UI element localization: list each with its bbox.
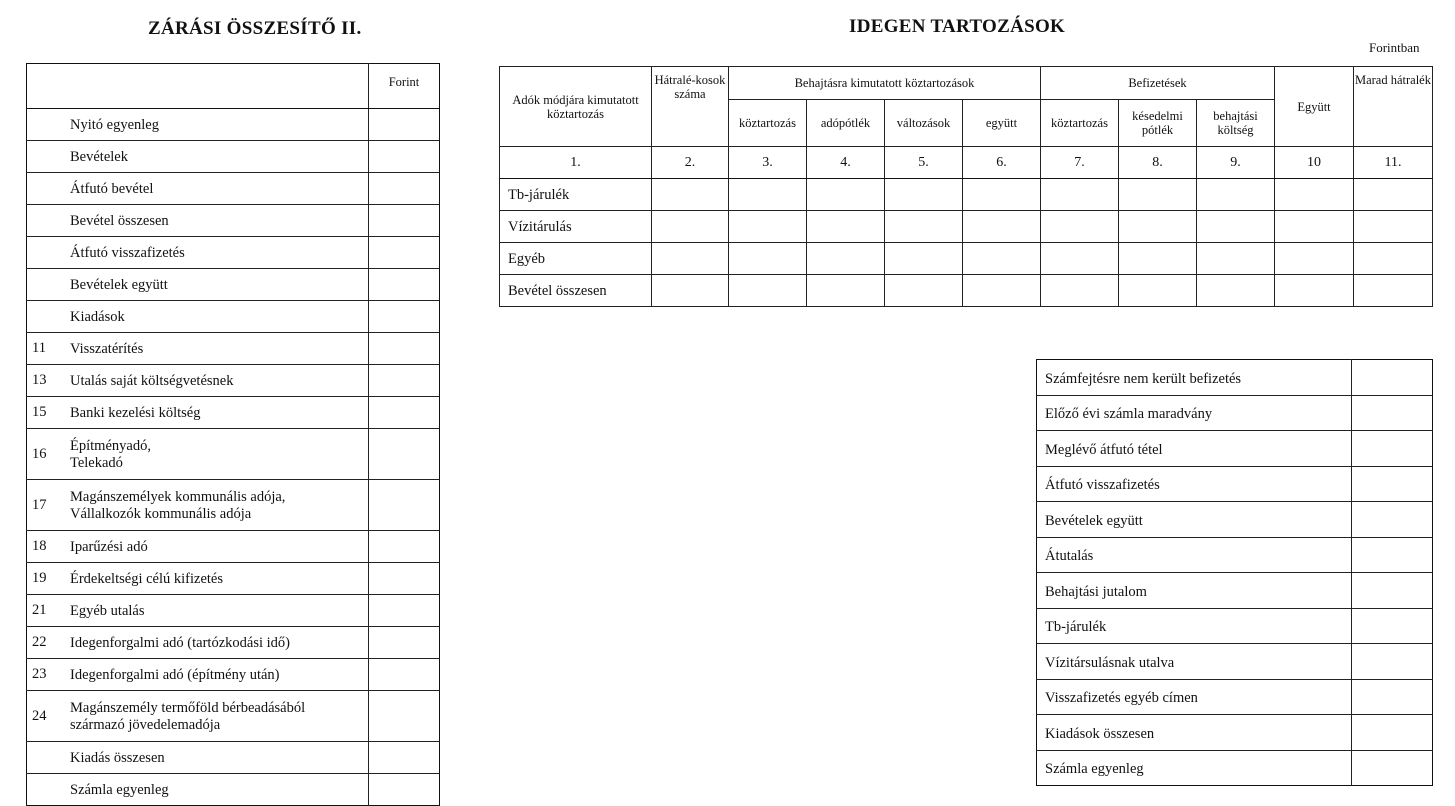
table-row: [1037, 395, 1433, 431]
data-cell[interactable]: [1354, 275, 1433, 307]
table-row: [500, 211, 1433, 243]
column-number: 11.: [1354, 147, 1433, 179]
table-row: [1037, 360, 1433, 396]
header-collection-debt: köztartozás: [729, 100, 807, 147]
closing-summary-table: [26, 63, 440, 806]
header-debtor-count: Hátralé-kosok száma: [652, 67, 729, 147]
data-cell[interactable]: [1197, 179, 1275, 211]
row-label: Idegenforgalmi adó (építmény után): [64, 659, 369, 691]
amount-cell[interactable]: [369, 205, 440, 237]
table-row: 16 Építményadó, Telekadó: [27, 429, 440, 480]
table-row: [500, 179, 1433, 211]
data-cell[interactable]: [729, 211, 807, 243]
amount-cell[interactable]: [1352, 573, 1433, 609]
table-row: [500, 243, 1433, 275]
amount-cell[interactable]: [369, 595, 440, 627]
table-row: 13 Utalás saját költségvetésnek: [27, 365, 440, 397]
amount-cell[interactable]: [1352, 715, 1433, 751]
data-cell[interactable]: [1197, 211, 1275, 243]
amount-cell[interactable]: [1352, 360, 1433, 396]
amount-cell[interactable]: [1352, 750, 1433, 786]
row-label: Meglévő átfutó tétel: [1037, 431, 1352, 467]
data-cell[interactable]: [1275, 179, 1354, 211]
header-together: Együtt: [1275, 67, 1354, 147]
header-payment-collection-cost: behajtási költség: [1197, 100, 1275, 147]
column-number-row: [500, 147, 1433, 179]
header-tax-debt: Adók módjára kimutatott köztartozás: [500, 67, 652, 147]
table-row: [1037, 679, 1433, 715]
row-label: Nyitó egyenleg: [64, 109, 369, 141]
table-row: [500, 275, 1433, 307]
data-cell[interactable]: [885, 211, 963, 243]
data-cell[interactable]: [1354, 179, 1433, 211]
row-label: Kiadás összesen: [64, 742, 369, 774]
amount-cell[interactable]: [369, 742, 440, 774]
column-number: 5.: [885, 147, 963, 179]
amount-cell[interactable]: [1352, 679, 1433, 715]
column-number: 2.: [652, 147, 729, 179]
header-collection-together: együtt: [963, 100, 1041, 147]
data-cell[interactable]: [885, 243, 963, 275]
amount-cell[interactable]: [369, 774, 440, 806]
header-payment-debt: köztartozás: [1041, 100, 1119, 147]
data-cell[interactable]: [1119, 179, 1197, 211]
data-cell[interactable]: [729, 275, 807, 307]
column-number: 9.: [1197, 147, 1275, 179]
foreign-debts-title: IDEGEN TARTOZÁSOK: [849, 16, 1066, 37]
data-cell[interactable]: [1119, 275, 1197, 307]
data-cell[interactable]: [963, 275, 1041, 307]
row-label: Behajtási jutalom: [1037, 573, 1352, 609]
row-label: Banki kezelési költség: [64, 397, 369, 429]
column-number: 1.: [500, 147, 652, 179]
amount-cell[interactable]: [1352, 537, 1433, 573]
table-row: [1037, 644, 1433, 680]
data-cell[interactable]: [1275, 243, 1354, 275]
table-row: [27, 774, 440, 806]
data-cell[interactable]: [1197, 243, 1275, 275]
amount-cell[interactable]: [369, 659, 440, 691]
column-number: 4.: [807, 147, 885, 179]
amount-cell[interactable]: [369, 333, 440, 365]
header-collection-group: Behajtásra kimutatott köztartozások: [729, 67, 1041, 100]
header-collection-surcharge: adópótlék: [807, 100, 885, 147]
row-label: Építményadó, Telekadó: [64, 429, 369, 480]
header-remaining-arrears: Marad hátralék: [1354, 67, 1433, 147]
amount-cell[interactable]: [369, 691, 440, 742]
forint-column-header: Forint: [369, 64, 440, 109]
table-row: [27, 269, 440, 301]
data-cell[interactable]: [963, 179, 1041, 211]
row-label: Átfutó visszafizetés: [64, 237, 369, 269]
row-label: Számfejtésre nem került befizetés: [1045, 370, 1242, 387]
table-row: 19 Érdekeltségi célú kifizetés: [27, 563, 440, 595]
row-label: Bevételek együtt: [64, 269, 369, 301]
table-row: [1037, 537, 1433, 573]
table-row: [27, 173, 440, 205]
table-row: 18 Iparűzési adó: [27, 531, 440, 563]
account-summary-table: [1036, 359, 1433, 786]
row-label: Vízitársulásnak utalva: [1037, 644, 1352, 680]
data-cell[interactable]: [963, 243, 1041, 275]
data-cell[interactable]: [1041, 243, 1119, 275]
column-number: 3.: [729, 147, 807, 179]
table-row: [1037, 750, 1433, 786]
data-cell[interactable]: [1275, 211, 1354, 243]
row-label: Bevételek: [64, 141, 369, 173]
data-cell[interactable]: [807, 275, 885, 307]
data-cell[interactable]: [1197, 275, 1275, 307]
data-cell[interactable]: [963, 211, 1041, 243]
row-label: Vízitárulás: [500, 211, 652, 243]
data-cell[interactable]: [807, 243, 885, 275]
amount-cell[interactable]: [369, 365, 440, 397]
table-row: [1037, 573, 1433, 609]
data-cell[interactable]: [652, 211, 729, 243]
row-label: Bevétel összesen: [500, 275, 652, 307]
header-payments-group: Befizetések: [1041, 67, 1275, 100]
row-label: Kiadások összesen: [1037, 715, 1352, 751]
column-number: 6.: [963, 147, 1041, 179]
table-row: [1037, 608, 1433, 644]
table-row: [27, 237, 440, 269]
amount-cell[interactable]: [1352, 644, 1433, 680]
data-cell[interactable]: [1041, 211, 1119, 243]
table-row: 17 Magánszemélyek kommunális adója, Vállalkozók kommunális adója: [27, 480, 440, 531]
table-row: 15 Banki kezelési költség: [27, 397, 440, 429]
amount-cell[interactable]: [369, 109, 440, 141]
row-label: Átfutó bevétel: [64, 173, 369, 205]
amount-cell[interactable]: [1352, 466, 1433, 502]
column-number: 8.: [1119, 147, 1197, 179]
amount-cell[interactable]: [369, 627, 440, 659]
data-cell[interactable]: [885, 179, 963, 211]
header-row-group: [500, 67, 1433, 100]
row-label: Visszafizetés egyéb címen: [1037, 679, 1352, 715]
summary-title: ZÁRÁSI ÖSSZESÍTŐ II.: [148, 18, 362, 39]
table-row: [1037, 502, 1433, 538]
data-cell[interactable]: [1041, 275, 1119, 307]
row-label: Tb-járulék: [500, 179, 652, 211]
row-label: Érdekeltségi célú kifizetés: [64, 563, 369, 595]
row-label: Egyéb utalás: [64, 595, 369, 627]
table-row: [27, 301, 440, 333]
data-cell[interactable]: [729, 243, 807, 275]
header-payment-late-fee: késedelmi pótlék: [1119, 100, 1197, 147]
row-label: Átfutó visszafizetés: [1037, 466, 1352, 502]
row-label: Számla egyenleg: [64, 774, 369, 806]
foreign-debts-table: [499, 66, 1433, 307]
data-cell[interactable]: [1275, 275, 1354, 307]
amount-cell[interactable]: [369, 237, 440, 269]
amount-cell[interactable]: [1352, 395, 1433, 431]
amount-cell[interactable]: [1352, 608, 1433, 644]
data-cell[interactable]: [1041, 179, 1119, 211]
data-cell[interactable]: [1119, 211, 1197, 243]
row-label: Számla egyenleg: [1037, 750, 1352, 786]
amount-cell[interactable]: [369, 301, 440, 333]
row-label: Idegenforgalmi adó (tartózkodási idő): [64, 627, 369, 659]
table-row: 23 Idegenforgalmi adó (építmény után): [27, 659, 440, 691]
row-label: Bevétel összesen: [64, 205, 369, 237]
data-cell[interactable]: [652, 275, 729, 307]
table-row: [27, 742, 440, 774]
table-row: 11 Visszatérítés: [27, 333, 440, 365]
table-row: 24 Magánszemély termőföld bérbeadásából származó jövedelemadója: [27, 691, 440, 742]
table-row: 21 Egyéb utalás: [27, 595, 440, 627]
data-cell[interactable]: [1119, 243, 1197, 275]
amount-cell[interactable]: [369, 531, 440, 563]
amount-cell[interactable]: [369, 141, 440, 173]
closing-summary-header-row: [27, 64, 440, 109]
table-row: [1037, 715, 1433, 751]
column-number: 7.: [1041, 147, 1119, 179]
data-cell[interactable]: [652, 179, 729, 211]
row-label: Átutalás: [1037, 537, 1352, 573]
row-label: Utalás saját költségvetésnek: [64, 365, 369, 397]
amount-cell[interactable]: [369, 173, 440, 205]
table-row: [27, 205, 440, 237]
amount-cell[interactable]: [1352, 502, 1433, 538]
row-label: Egyéb: [500, 243, 652, 275]
table-row: [27, 141, 440, 173]
currency-unit-label: Forintban: [1369, 40, 1420, 55]
data-cell[interactable]: [807, 211, 885, 243]
data-cell[interactable]: [885, 275, 963, 307]
table-row: [1037, 431, 1433, 467]
row-label: Magánszemély termőföld bérbeadásából származó jövedelemadója: [64, 691, 369, 742]
table-row: [27, 109, 440, 141]
data-cell[interactable]: [1354, 211, 1433, 243]
amount-cell[interactable]: [369, 563, 440, 595]
row-label: Kiadások: [64, 301, 369, 333]
data-cell[interactable]: [807, 179, 885, 211]
row-label: Visszatérítés: [64, 333, 369, 365]
table-row: [1037, 466, 1433, 502]
column-number: 10: [1275, 147, 1354, 179]
row-label: Tb-járulék: [1037, 608, 1352, 644]
row-label: Magánszemélyek kommunális adója, Vállalkozók kommunális adója: [64, 480, 369, 531]
amount-cell[interactable]: [369, 397, 440, 429]
amount-cell[interactable]: [369, 429, 440, 480]
row-label: Előző évi számla maradvány: [1037, 395, 1352, 431]
amount-cell[interactable]: [369, 269, 440, 301]
data-cell[interactable]: [652, 243, 729, 275]
row-label: Bevételek együtt: [1037, 502, 1352, 538]
header-collection-changes: változások: [885, 100, 963, 147]
amount-cell[interactable]: [369, 480, 440, 531]
row-label: Iparűzési adó: [64, 531, 369, 563]
amount-cell[interactable]: [1352, 431, 1433, 467]
table-row: 22 Idegenforgalmi adó (tartózkodási idő): [27, 627, 440, 659]
data-cell[interactable]: [1354, 243, 1433, 275]
data-cell[interactable]: [729, 179, 807, 211]
